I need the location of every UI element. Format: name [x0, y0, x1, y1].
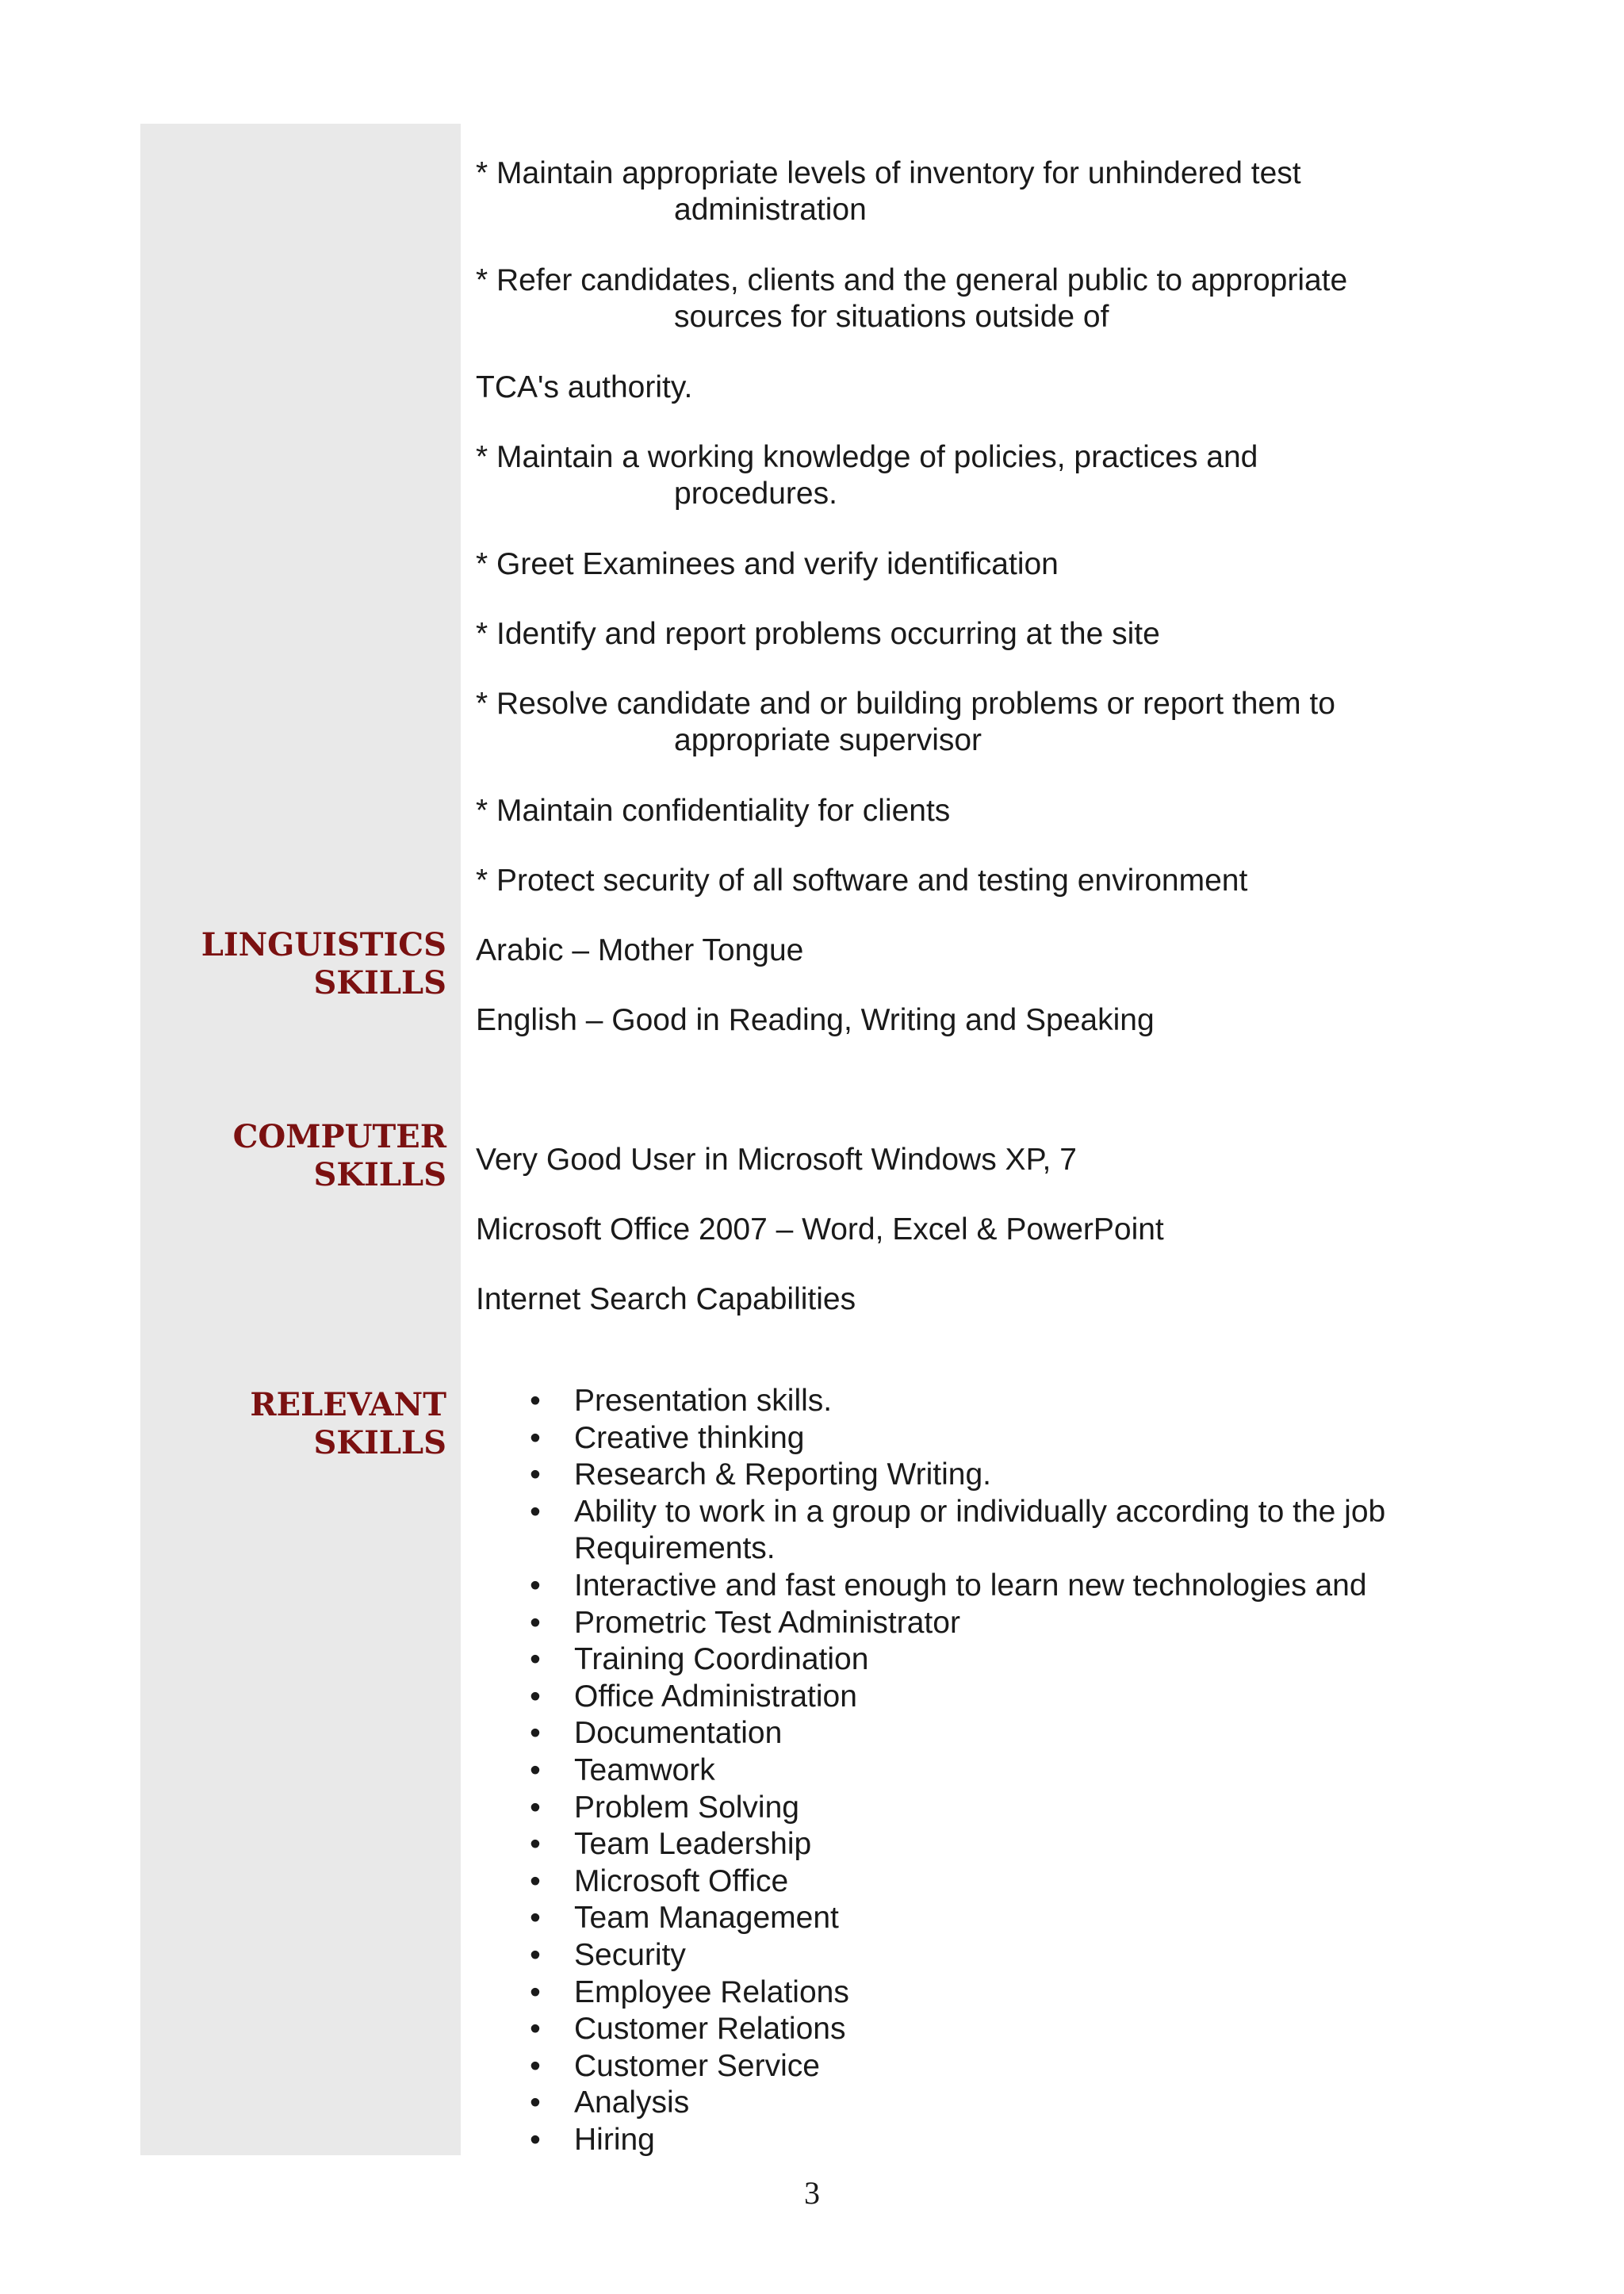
list-item: • Prometric Test Administrator [476, 1605, 1554, 1642]
bullet-icon: • [530, 1384, 541, 1418]
list-item: • Interactive and fast enough to learn new technologies and [476, 1568, 1554, 1605]
bullet-icon: • [530, 1420, 541, 1455]
list-item: • Problem Solving [476, 1790, 1554, 1827]
duty-item-text: TCA's authority. [476, 370, 693, 404]
bullet-icon: • [530, 1679, 541, 1714]
bullet-icon: • [530, 1752, 541, 1787]
list-item: • Analysis [476, 2085, 1554, 2122]
bullet-icon: • [530, 1642, 541, 1677]
duty-item-text: * Protect security of all software and testing environment [476, 864, 1248, 898]
duty-item [476, 155, 1554, 228]
linguistics-item: English – Good in Reading, Writing and Speaking [476, 1003, 1155, 1037]
list-item: • Employee Relations [476, 1974, 1554, 2012]
list-item: • Hiring [476, 2122, 1554, 2159]
bullet-icon: • [530, 1974, 541, 2009]
list-item: • Office Administration [476, 1679, 1554, 1716]
bullet-icon: • [530, 2085, 541, 2120]
computer-skill-item: Microsoft Office 2007 – Word, Excel & PowerPoint [476, 1212, 1164, 1247]
bullet-icon: • [530, 1863, 541, 1898]
duty-item-text: * Maintain confidentiality for clients [476, 794, 951, 828]
list-item: • Team Management [476, 1900, 1554, 1937]
page-number: 3 [804, 2175, 820, 2211]
bullet-icon: • [530, 1790, 541, 1825]
duty-item-text: * Identify and report problems occurring at the site [476, 617, 1160, 651]
bullet-icon: • [530, 2048, 541, 2083]
bullet-icon: • [530, 1457, 541, 1492]
duty-item [476, 616, 1554, 653]
bullet-icon: • [530, 1827, 541, 1862]
bullet-icon: • [530, 1494, 541, 1529]
list-item: • Team Leadership [476, 1826, 1554, 1863]
duty-item-text: * Refer candidates, clients and the general public to appropriate [476, 263, 1348, 297]
list-item: • Customer Service [476, 2048, 1554, 2085]
bullet-icon: • [530, 1901, 541, 1936]
list-item: • Creative thinking [476, 1420, 1554, 1457]
duty-item [476, 793, 1554, 829]
computer-skill-item: Very Good User in Microsoft Windows XP, 7 [476, 1143, 1077, 1177]
list-item: • Microsoft Office [476, 1863, 1554, 1901]
duty-item-text: * Maintain appropriate levels of inventory for unhindered test [476, 156, 1301, 190]
bullet-icon: • [530, 2122, 541, 2157]
computer-skill-item: Internet Search Capabilities [476, 1282, 856, 1316]
duty-item-continuation: appropriate supervisor [674, 723, 982, 757]
duty-item [476, 370, 1554, 406]
duty-item [476, 262, 1554, 335]
duty-item [476, 686, 1554, 759]
linguistics-skills-heading: LINGUISTICS SKILLS [201, 926, 446, 1001]
duty-item [476, 546, 1554, 583]
bullet-icon: • [530, 2012, 541, 2047]
linguistics-item: Arabic – Mother Tongue [476, 933, 804, 967]
list-item: • Training Coordination [476, 1641, 1554, 1679]
duty-item-continuation: administration [674, 193, 867, 227]
relevant-skills-heading: RELEVANT SKILLS [250, 1386, 446, 1461]
list-item: • Teamwork [476, 1752, 1554, 1790]
list-item: • Security [476, 1937, 1554, 1974]
list-item: • Documentation [476, 1715, 1554, 1752]
duty-item [476, 863, 1554, 899]
duty-item-text: * Maintain a working knowledge of policies, practices and [476, 440, 1258, 474]
bullet-icon: • [530, 1568, 541, 1603]
duty-item-text: * Greet Examinees and verify identification [476, 547, 1059, 581]
computer-skills-heading: COMPUTER SKILLS [232, 1118, 446, 1193]
list-item: • Research & Reporting Writing. [476, 1457, 1554, 1494]
duty-item-continuation: procedures. [674, 477, 837, 511]
duty-item-text: * Resolve candidate and or building problems or report them to [476, 687, 1335, 721]
bullet-icon: • [530, 1605, 541, 1640]
duty-item [476, 439, 1554, 512]
relevant-skills-list [476, 1383, 1554, 2158]
bullet-icon: • [530, 1937, 541, 1972]
list-item: • Ability to work in a group or individually according to the job Requirements. [476, 1494, 1554, 1568]
list-item: • Presentation skills. [476, 1383, 1554, 1420]
list-item: • Customer Relations [476, 2011, 1554, 2048]
duty-item-continuation: sources for situations outside of [674, 300, 1109, 334]
bullet-icon: • [530, 1716, 541, 1751]
